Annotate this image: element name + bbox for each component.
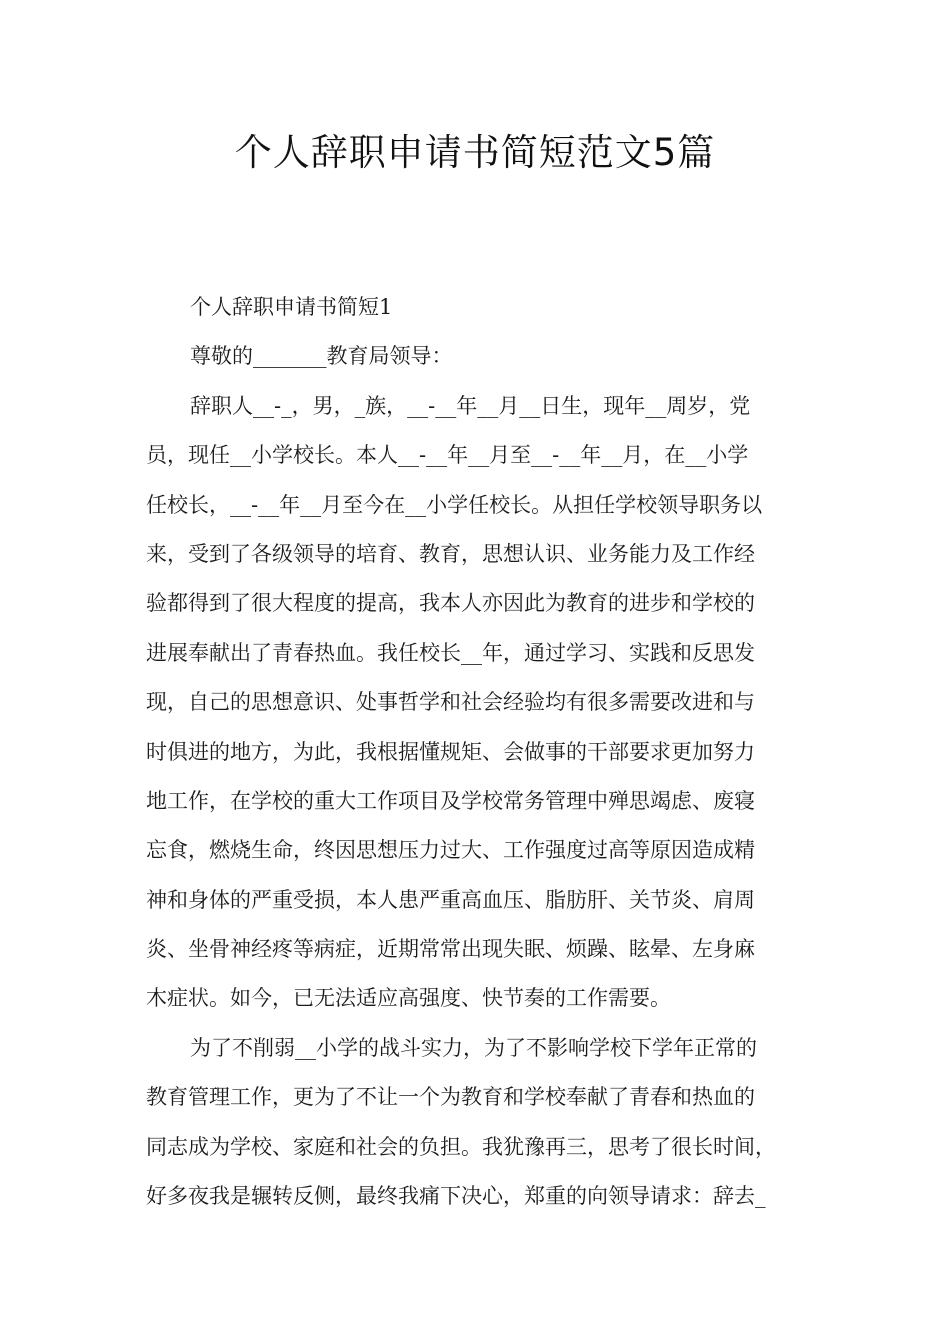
- paragraph-line: 忘食，燃烧生命，终因思想压力过大、工作强度过高等原因造成精: [146, 838, 755, 863]
- paragraph-1: [146, 382, 808, 1024]
- paragraph-2: [146, 1024, 808, 1222]
- paragraph-line: 同志成为学校、家庭和社会的负担。我犹豫再三，思考了很长时间，: [146, 1134, 776, 1159]
- paragraph-line: 来，受到了各级领导的培育、教育，思想认识、业务能力及工作经: [146, 541, 755, 566]
- paragraph-line: 木症状。如今，已无法适应高强度、快节奏的工作需要。: [146, 986, 671, 1011]
- paragraph-line: 员，现任__小学校长。本人__-__年__月至__-__年__月，在__小学: [146, 443, 749, 468]
- paragraph-line: 进展奉献出了青春热血。我任校长__年，通过学习、实践和反思发: [146, 640, 755, 665]
- paragraph-line: 地工作，在学校的重大工作项目及学校常务管理中殚思竭虑、废寝: [146, 788, 755, 813]
- paragraph-line: 现，自己的思想意识、处事哲学和社会经验均有很多需要改进和与: [146, 690, 755, 715]
- section-heading: 个人辞职申请书简短1: [190, 295, 393, 319]
- paragraph-line: 验都得到了很大程度的提高，我本人亦因此为教育的进步和学校的: [146, 591, 755, 616]
- paragraph-line: 辞职人__-_，男，_族，__-__年__月__日生，现年__周岁，党: [190, 393, 751, 418]
- paragraph-line: 任校长，__-__年__月至今在__小学任校长。从担任学校领导职务以: [146, 492, 763, 517]
- paragraph-line: 炎、坐骨神经疼等病症，近期常常出现失眠、烦躁、眩晕、左身麻: [146, 937, 755, 962]
- paragraph-line: 为了不削弱__小学的战斗实力，为了不影响学校下学年正常的: [190, 1035, 757, 1060]
- paragraph-line: 时俱进的地方，为此，我根据懂规矩、会做事的干部要求更加努力: [146, 739, 755, 764]
- paragraph-line: 好多夜我是辗转反侧，最终我痛下决心，郑重的向领导请求：辞去_: [146, 1184, 766, 1209]
- document-body: [146, 283, 808, 1221]
- paragraph-line: 教育管理工作，更为了不让一个为教育和学校奉献了青春和热血的: [146, 1085, 755, 1110]
- paragraph-line: 神和身体的严重受损，本人患严重高血压、脂肪肝、关节炎、肩周: [146, 887, 755, 912]
- salutation: 尊敬的_______教育局领导：: [190, 344, 453, 369]
- document-title: 个人辞职申请书简短范文5篇: [234, 131, 716, 174]
